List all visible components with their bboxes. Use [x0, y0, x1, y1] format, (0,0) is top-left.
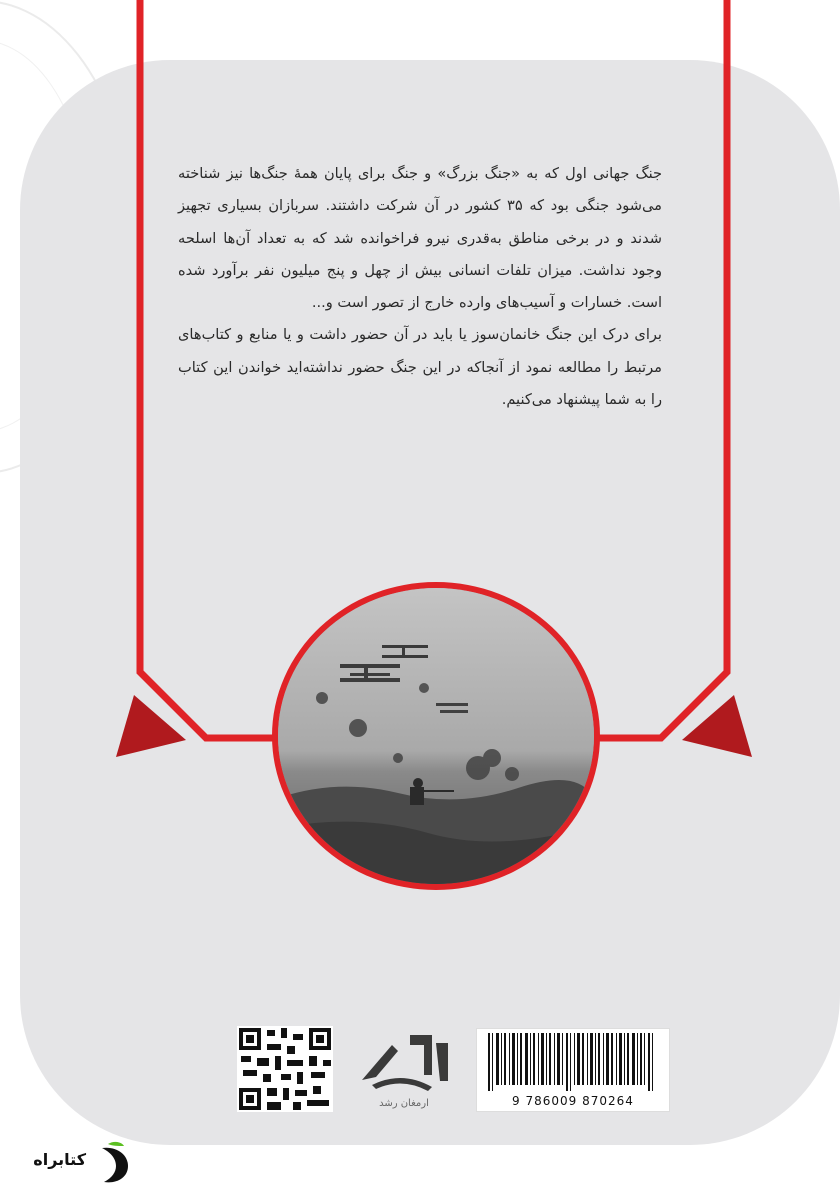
paragraph-1: جنگ جهانی اول که به «جنگ بزرگ» و جنگ برای پایان همهٔ جنگ‌ها نیز شناخته می‌شود جنگی بود که ۳۵ کشور در آن شرکت داشتند. سربازان بسیاری تجهیز شدند و در برخی مناطق به‌قدری نیرو فراخوانده شد که به تعداد آن‌ها اسلحه وجود نداشت. میزان تلفات انسانی بیش از چهل و پنج میلیون نفر برآورد شده است. خسارات و آسیب‌های وارده خارج از تصور است و... [178, 165, 662, 312]
back-cover-text [178, 158, 662, 416]
paragraph-2: برای درک این جنگ خانمان‌سوز یا باید در آن حضور داشت و یا منابع و کتاب‌های مرتبط را مطالعه نمود از آنجاکه در این جنگ حضور نداشته‌اید خواندن این کتاب را به شما پیشنهاد می‌کنیم. [178, 326, 662, 409]
qr-code [237, 1026, 333, 1112]
battlefield-photo [272, 582, 600, 890]
isbn-number: 9 786009 870264 [512, 1094, 634, 1108]
ketabrah-watermark-text: کتابراه [33, 1150, 86, 1169]
isbn-barcode [476, 1028, 670, 1112]
publisher-caption: ارمغان رشد [379, 1098, 429, 1109]
